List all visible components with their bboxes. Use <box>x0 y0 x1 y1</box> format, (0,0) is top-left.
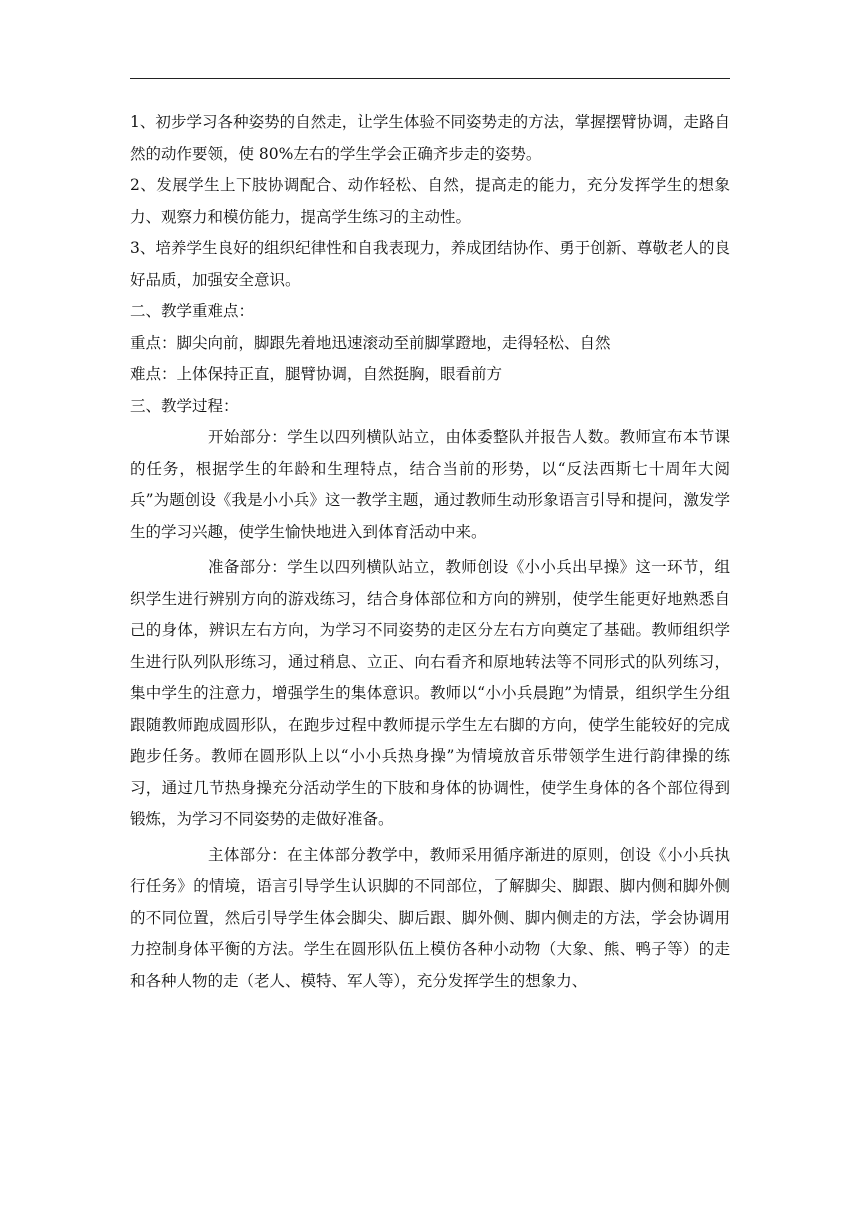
paragraph-opening: 开始部分：学生以四列横队站立，由体委整队并报告人数。教师宣布本节课的任务，根据学生的年龄和生理特点，结合当前的形势，以“反法西斯七十周年大阅兵”为题创设《我是小小兵》这一教学主题，通过教师生动形象语言引导和提问，激发学生的学习兴趣，使学生愉快地进入到体育活动中来。 <box>130 428 730 541</box>
document-body <box>130 107 730 997</box>
objective-3: 3、培养学生良好的组织纪律性和自我表现力，养成团结协作、勇于创新、尊敬老人的良好品质，加强安全意识。 <box>130 239 730 289</box>
objective-1: 1、初步学习各种姿势的自然走，让学生体验不同姿势走的方法，掌握摆臂协调，走路自然的动作要领，使 80%左右的学生学会正确齐步走的姿势。 <box>130 113 730 163</box>
section-heading-teaching-process: 三、教学过程： <box>130 396 239 415</box>
difficulty-point: 难点：上体保持正直，腿臂协调，自然挺胸，眼看前方 <box>130 365 503 383</box>
section-heading-key-difficult-points: 二、教学重难点： <box>130 302 255 320</box>
paragraph-preparation: 准备部分：学生以四列横队站立，教师创设《小小兵出早操》这一环节，组织学生进行辨别方向的游戏练习，结合身体部位和方向的辨别，使学生能更好地熟悉自己的身体，辨识左右方向，为学习不同姿势的走区分左右方向奠定了基础。教师组织学生进行队列队形练习，通过稍息、立正、向右看齐和原地转法等不同形式的队列练习，集中学生的注意力，增强学生的集体意识。教师以“小小兵晨跑”为情景，组织学生分组跟随教师跑成圆形队，在跑步过程中教师提示学生左右脚的方向，使学生能较好的完成跑步任务。教师在圆形队上以“小小兵热身操”为情境放音乐带领学生进行韵律操的练习，通过几节热身操充分活动学生的下肢和身体的协调性，使学生身体的各个部位得到锻炼，为学习不同姿势的走做好准备。 <box>130 558 730 828</box>
header-rule <box>130 78 730 79</box>
objective-2: 2、发展学生上下肢协调配合、动作轻松、自然，提高走的能力，充分发挥学生的想象力、观察力和模仿能力，提高学生练习的主动性。 <box>130 176 730 226</box>
paragraph-main: 主体部分：在主体部分教学中，教师采用循序渐进的原则，创设《小小兵执行任务》的情境，语言引导学生认识脚的不同部位，了解脚尖、脚跟、脚内侧和脚外侧的不同位置，然后引导学生体会脚尖、脚后跟、脚外侧、脚内侧走的方法，学会协调用力控制身体平衡的方法。学生在圆形队伍上模仿各种小动物（大象、熊、鸭子等）的走和各种人物的走（老人、模特、军人等），充分发挥学生的想象力、 <box>130 845 730 990</box>
key-point: 重点：脚尖向前，脚跟先着地迅速滚动至前脚掌蹬地，走得轻松、自然 <box>130 333 611 352</box>
